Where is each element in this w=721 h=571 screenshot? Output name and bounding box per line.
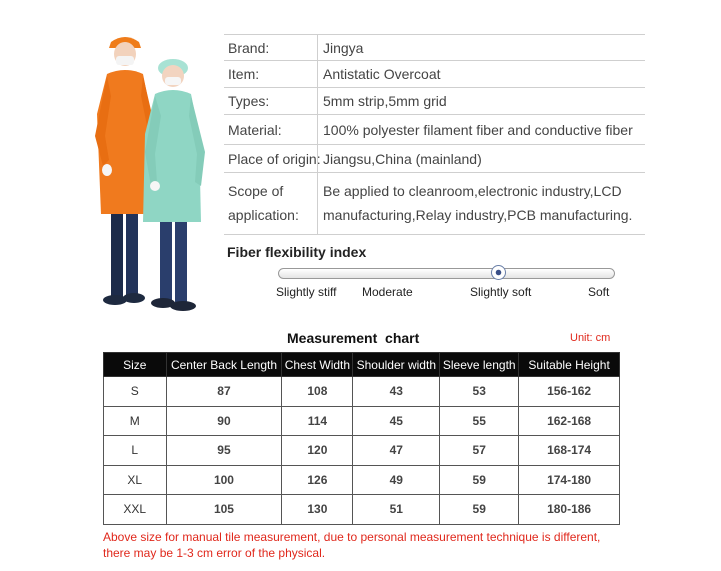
flexibility-label-2: Slightly soft [470,285,532,299]
note-line: Above size for manual tile measurement, due to personal measurement technique is different, [103,530,601,544]
spec-key: Material: [228,121,282,138]
table-cell: 130 [282,495,353,525]
spec-row-origin [224,145,645,173]
product-spec-table [224,34,645,235]
product-photo [85,28,215,323]
table-cell: 126 [282,465,353,495]
note-line: there may be 1-3 cm error of the physical. [103,546,326,560]
flexibility-label-0: Slightly stiff [276,285,337,299]
spec-key: Types: [228,93,270,109]
spec-value [317,173,645,234]
table-cell: 95 [166,436,282,466]
spec-row-types [224,88,645,115]
table-cell: 180-186 [519,495,620,525]
table-cell: L [104,436,167,466]
table-cell: 168-174 [519,436,620,466]
table-cell: M [104,406,167,436]
table-cell: 47 [353,436,440,466]
table-cell: 87 [166,377,282,407]
spec-value: Jingya [317,35,645,60]
spec-key: Brand: [228,39,270,56]
measurement-title: Measurement chart [287,330,420,346]
spec-key-line: application: [228,207,299,223]
measurement-table [103,352,620,525]
spec-key: Place of origin: [228,150,321,167]
spec-row-brand [224,34,645,61]
table-cell: XL [104,465,167,495]
header-shoulder-width: Shoulder width [353,353,440,377]
spec-value-line: manufacturing,Relay industry,PCB manufacturing. [323,207,633,223]
header-chest-width: Chest Width [282,353,353,377]
flexibility-slider-track [278,268,615,279]
table-cell: S [104,377,167,407]
measurement-note [103,529,643,561]
table-cell: 162-168 [519,406,620,436]
spec-row-item [224,61,645,88]
header-size: Size [104,353,167,377]
measurement-unit: Unit: cm [570,332,611,344]
spec-value: 100% polyester filament fiber and conductive fiber [317,115,645,144]
flexibility-label-1: Moderate [362,285,413,299]
table-row [104,465,620,495]
table-header-row [104,353,620,377]
table-cell: 59 [440,495,519,525]
header-sleeve-length: Sleeve length [440,353,519,377]
table-cell: 43 [353,377,440,407]
table-cell: XXL [104,495,167,525]
flexibility-title: Fiber flexibility index [227,244,367,260]
spec-value: Antistatic Overcoat [317,61,645,87]
green-coat-model [143,59,205,311]
table-cell: 105 [166,495,282,525]
table-cell: 59 [440,465,519,495]
spec-key: Item: [228,66,260,82]
spec-row-material [224,115,645,145]
spec-value: 5mm strip,5mm grid [317,88,645,114]
table-cell: 51 [353,495,440,525]
table-row [104,406,620,436]
table-cell: 100 [166,465,282,495]
table-cell: 120 [282,436,353,466]
table-cell: 174-180 [519,465,620,495]
table-cell: 90 [166,406,282,436]
flexibility-slider-knob [491,265,506,280]
spec-row-scope [224,173,645,235]
table-row [104,495,620,525]
flexibility-label-3: Soft [588,285,610,299]
header-suitable-height: Suitable Height [519,353,620,377]
spec-key [224,173,317,234]
table-cell: 45 [353,406,440,436]
spec-value-line: Be applied to cleanroom,electronic industry,LCD [323,183,622,199]
table-cell: 55 [440,406,519,436]
spec-key-line: Scope of [228,183,284,199]
table-cell: 57 [440,436,519,466]
table-cell: 156-162 [519,377,620,407]
header-center-back-length: Center Back Length [166,353,282,377]
spec-value: Jiangsu,China (mainland) [317,145,645,172]
table-cell: 53 [440,377,519,407]
table-cell: 114 [282,406,353,436]
table-row [104,436,620,466]
table-cell: 49 [353,465,440,495]
table-row [104,377,620,407]
table-cell: 108 [282,377,353,407]
